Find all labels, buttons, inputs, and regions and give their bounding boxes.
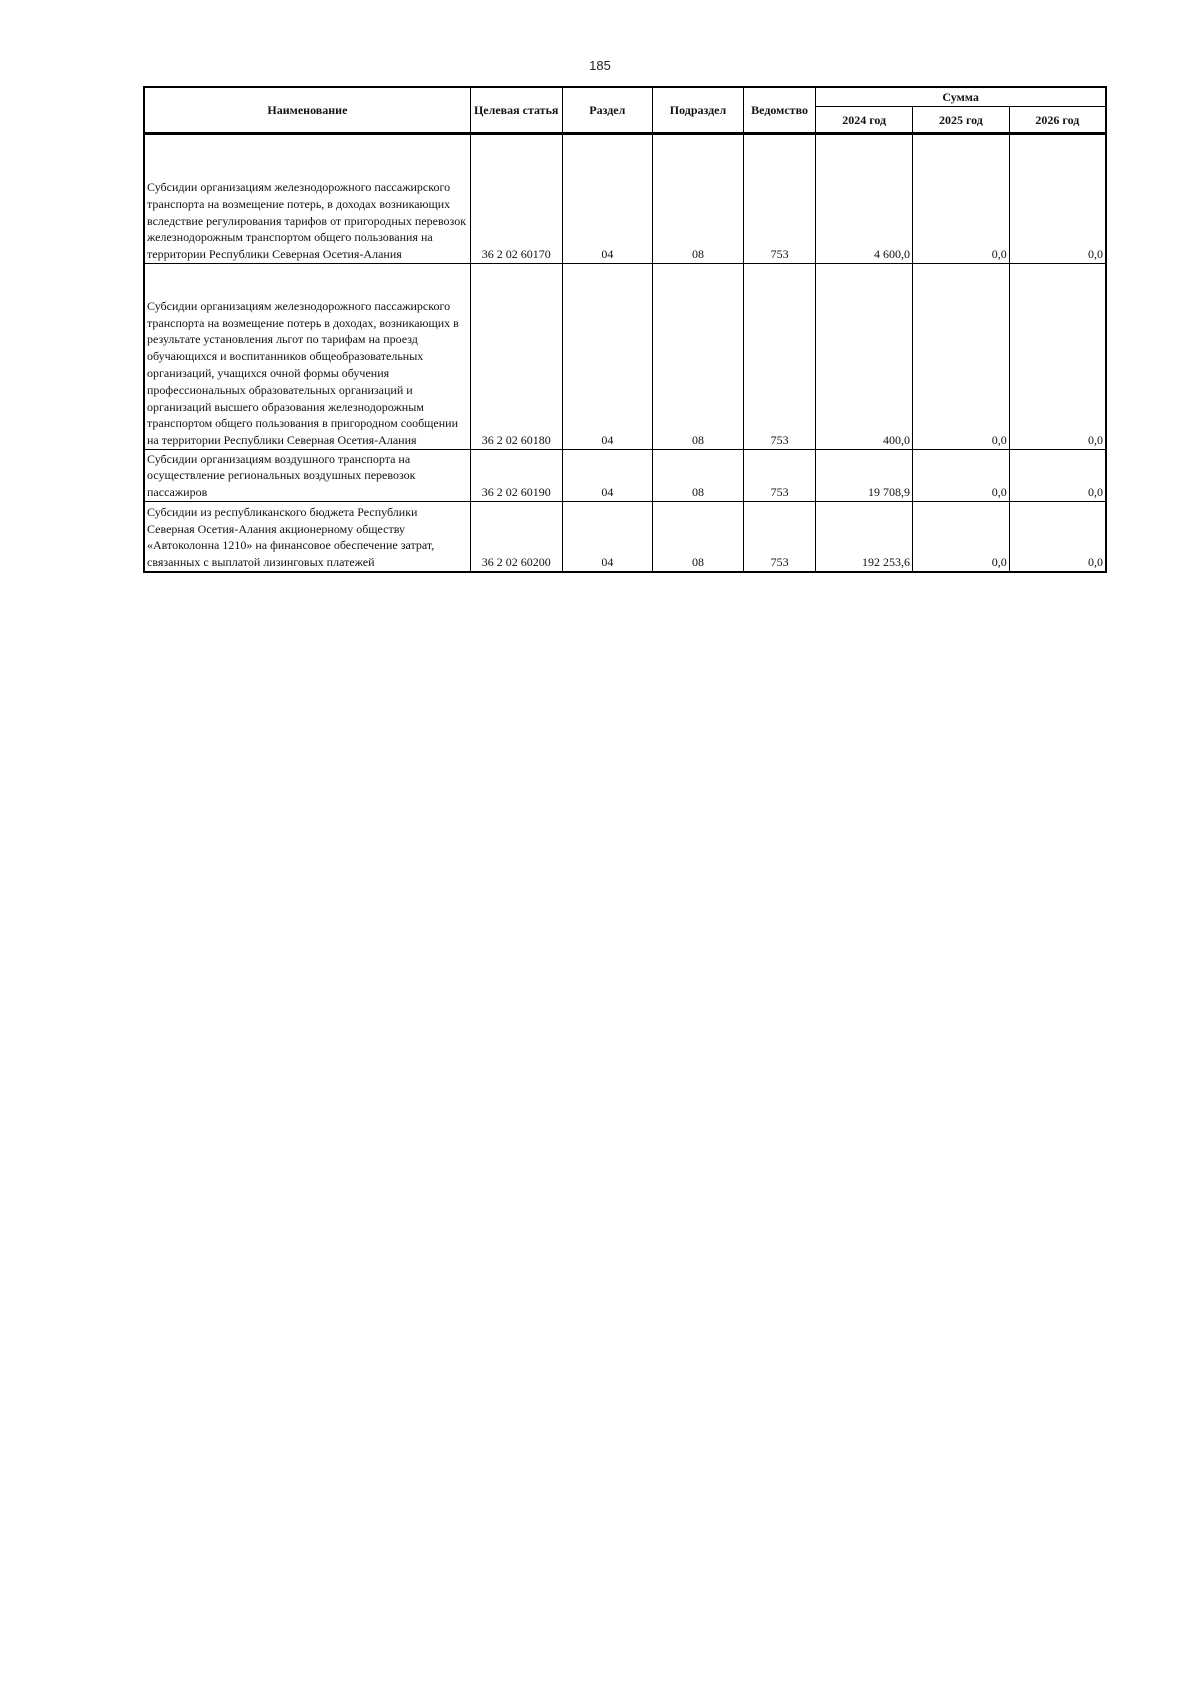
row-department: 753 <box>743 450 816 502</box>
header-year-2025: 2025 год <box>913 107 1010 134</box>
row-section: 04 <box>562 450 653 502</box>
row-sum-2026: 0,0 <box>1009 502 1106 573</box>
row-section: 04 <box>562 134 653 264</box>
table-row <box>144 134 1106 264</box>
row-subsection: 08 <box>653 264 744 450</box>
row-subsection: 08 <box>653 134 744 264</box>
header-subsection: Подраздел <box>653 87 744 134</box>
row-target-article: 36 2 02 60190 <box>470 450 562 502</box>
row-target-article: 36 2 02 60200 <box>470 502 562 573</box>
row-sum-2025: 0,0 <box>913 134 1010 264</box>
row-target-article: 36 2 02 60170 <box>470 134 562 264</box>
row-sum-2026: 0,0 <box>1009 264 1106 450</box>
row-department: 753 <box>743 134 816 264</box>
row-subsection: 08 <box>653 450 744 502</box>
header-year-2026: 2026 год <box>1009 107 1106 134</box>
row-sum-2024: 192 253,6 <box>816 502 913 573</box>
header-department: Ведомство <box>743 87 816 134</box>
row-sum-2026: 0,0 <box>1009 450 1106 502</box>
header-target-article: Целевая статья <box>470 87 562 134</box>
row-department: 753 <box>743 502 816 573</box>
row-department: 753 <box>743 264 816 450</box>
table-row <box>144 502 1106 573</box>
row-name: Субсидии организациям воздушного транспорта на осуществление региональных воздушных перевозок пассажиров <box>144 450 470 502</box>
row-subsection: 08 <box>653 502 744 573</box>
header-sum: Сумма <box>816 87 1106 107</box>
row-sum-2025: 0,0 <box>913 502 1010 573</box>
page-number: 185 <box>589 58 611 73</box>
row-name: Субсидии организациям железнодорожного пассажирского транспорта на возмещение потерь, в доходах возникающих вследствие регулирования тарифов от пригородных перевозок железнодорожным транспортом общего пользования на территории Республики Северная Осетия-Алания <box>144 134 470 264</box>
row-name: Субсидии организациям железнодорожного пассажирского транспорта на возмещение потерь в доходах, возникающих в результате установления льгот по тарифам на проезд обучающихся и воспитанников общеобразовательных организаций, учащихся очной формы обучения профессиональных образовательных организаций и организаций высшего образования железнодорожным транспортом общего пользования в пригородном сообщении на территории Республики Северная Осетия-Алания <box>144 264 470 450</box>
row-sum-2025: 0,0 <box>913 264 1010 450</box>
row-sum-2024: 400,0 <box>816 264 913 450</box>
row-section: 04 <box>562 502 653 573</box>
table-row <box>144 264 1106 450</box>
row-sum-2026: 0,0 <box>1009 134 1106 264</box>
row-section: 04 <box>562 264 653 450</box>
header-year-2024: 2024 год <box>816 107 913 134</box>
table-row <box>144 450 1106 502</box>
budget-table <box>143 86 1107 573</box>
row-name: Субсидии из республиканского бюджета Республики Северная Осетия-Алания акционерному обществу «Автоколонна 1210» на финансовое обеспечение затрат, связанных с выплатой лизинговых платежей <box>144 502 470 573</box>
row-sum-2024: 19 708,9 <box>816 450 913 502</box>
row-target-article: 36 2 02 60180 <box>470 264 562 450</box>
header-name: Наименование <box>144 87 470 134</box>
row-sum-2024: 4 600,0 <box>816 134 913 264</box>
header-section: Раздел <box>562 87 653 134</box>
row-sum-2025: 0,0 <box>913 450 1010 502</box>
